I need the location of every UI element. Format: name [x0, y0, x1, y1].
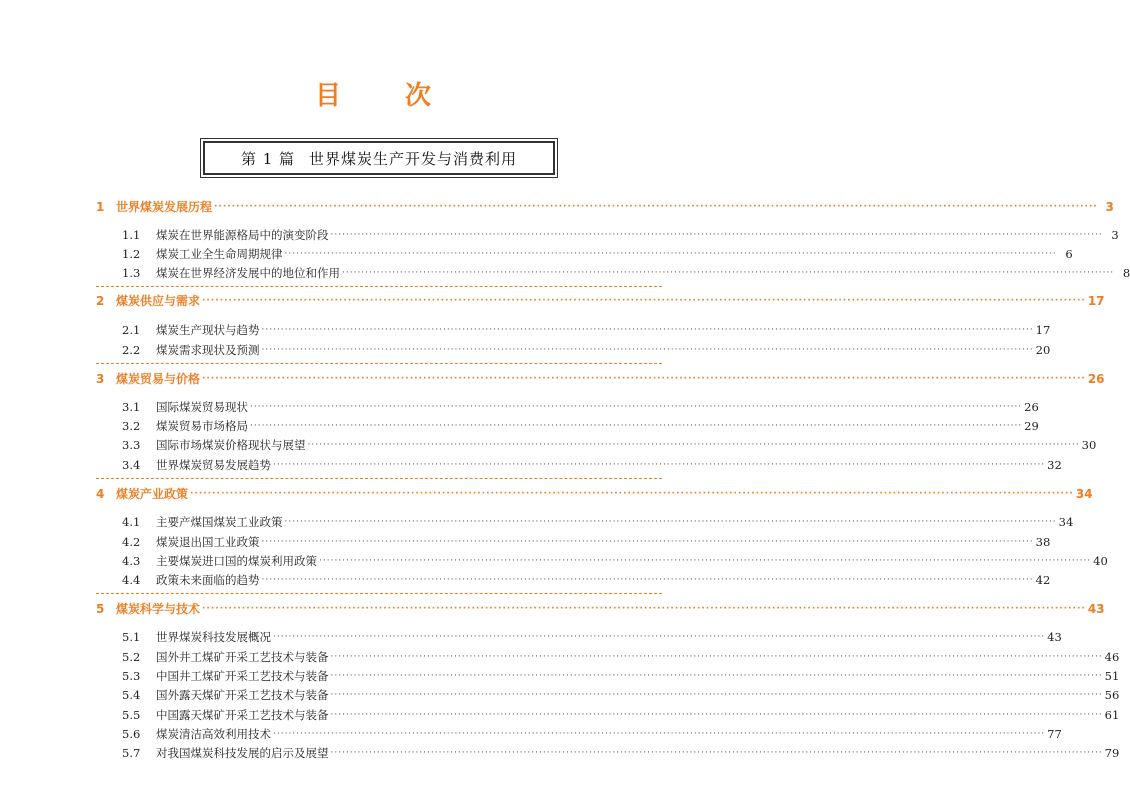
- chapter-page: 34: [1075, 487, 1093, 501]
- section-page: 46: [1104, 650, 1120, 664]
- section-page: 32: [1047, 458, 1062, 472]
- toc-section-2-2[interactable]: [122, 341, 1051, 359]
- section-page: 61: [1104, 708, 1120, 722]
- toc-section-4-4[interactable]: [122, 571, 1051, 589]
- section-page: 56: [1104, 688, 1120, 702]
- toc-section-3-1[interactable]: [122, 398, 1039, 416]
- toc-section-3-3[interactable]: [122, 436, 1097, 454]
- part-heading-box: [203, 141, 555, 175]
- chapter-title: 煤炭科学与技术: [116, 602, 201, 616]
- toc-chapter-5[interactable]: [96, 600, 1105, 618]
- chapter-number: 1: [96, 200, 105, 214]
- part-title: 世界煤炭生产开发与消费利用: [309, 149, 518, 168]
- leader-dots: ········································································································································································································: [261, 325, 1034, 335]
- section-number: 5.6: [122, 727, 141, 741]
- chapter-page: 26: [1087, 372, 1105, 386]
- section-number: 3.2: [122, 419, 141, 433]
- leader-dots: ········································································································································································································: [250, 421, 1023, 431]
- page-title-char-1: 目: [314, 80, 341, 111]
- section-number: 3.1: [122, 400, 141, 414]
- section-number: 3.3: [122, 438, 141, 452]
- leader-dots: ········································································································································································································: [273, 729, 1046, 739]
- section-page: 77: [1047, 727, 1062, 741]
- leader-dots: ········································································································································································································: [284, 249, 1057, 259]
- leader-dots: ········································································································································································································: [307, 440, 1080, 450]
- section-title: 中国井工煤矿开采工艺技术与装备: [156, 669, 329, 683]
- section-title: 政策未来面临的趋势: [156, 573, 260, 587]
- toc-section-3-4[interactable]: [122, 456, 1062, 474]
- chapter-title: 煤炭供应与需求: [116, 294, 201, 308]
- toc-section-3-2[interactable]: [122, 417, 1039, 435]
- section-number: 1.1: [122, 228, 141, 242]
- chapter-page: 17: [1087, 294, 1105, 308]
- toc-section-4-1[interactable]: [122, 513, 1074, 531]
- section-page: 42: [1035, 573, 1051, 587]
- section-title: 煤炭在世界经济发展中的地位和作用: [156, 266, 340, 280]
- leader-dots: ········································································································································································································: [202, 604, 1086, 614]
- toc-chapter-3[interactable]: [96, 370, 1105, 388]
- section-title: 煤炭工业全生命周期规律: [156, 247, 283, 261]
- toc-chapter-2[interactable]: [96, 292, 1105, 310]
- toc-chapter-1[interactable]: [96, 198, 1114, 216]
- leader-dots: ········································································································································································································: [190, 489, 1074, 499]
- section-number: 4.1: [122, 515, 141, 529]
- toc-section-1-3[interactable]: [122, 264, 1130, 282]
- leader-dots: ········································································································································································································: [214, 202, 1098, 212]
- leader-dots: ········································································································································································································: [330, 690, 1103, 700]
- leader-dots: ········································································································································································································: [330, 230, 1103, 240]
- section-number: 4.3: [122, 554, 141, 568]
- toc-section-5-2[interactable]: [122, 648, 1120, 666]
- chapter-title: 世界煤炭发展历程: [116, 200, 213, 214]
- page-title: [0, 76, 746, 110]
- section-number: 5.1: [122, 630, 141, 644]
- section-title: 国际市场煤炭价格现状与展望: [156, 438, 306, 452]
- section-title: 煤炭生产现状与趋势: [156, 323, 260, 337]
- section-page: 40: [1093, 554, 1108, 568]
- section-page: 3: [1111, 228, 1119, 242]
- leader-dots: ········································································································································································································: [250, 402, 1023, 412]
- section-title: 煤炭退出国工业政策: [156, 535, 260, 549]
- toc-section-2-1[interactable]: [122, 321, 1051, 339]
- section-number: 4.2: [122, 535, 141, 549]
- section-page: 79: [1104, 746, 1120, 760]
- chapter-divider: [96, 478, 662, 479]
- section-number: 2.1: [122, 323, 141, 337]
- toc-section-5-3[interactable]: [122, 667, 1120, 685]
- toc-section-1-2[interactable]: [122, 245, 1073, 263]
- toc-section-5-1[interactable]: [122, 628, 1062, 646]
- section-page: 6: [1065, 247, 1073, 261]
- section-title: 国际煤炭贸易现状: [156, 400, 248, 414]
- leader-dots: ········································································································································································································: [261, 537, 1034, 547]
- chapter-divider: [96, 593, 662, 594]
- section-title: 中国露天煤矿开采工艺技术与装备: [156, 708, 329, 722]
- section-page: 26: [1024, 400, 1039, 414]
- section-page: 17: [1035, 323, 1051, 337]
- leader-dots: ········································································································································································································: [261, 345, 1034, 355]
- leader-dots: ········································································································································································································: [273, 632, 1046, 642]
- page-title-char-2: 次: [405, 80, 432, 111]
- section-number: 5.5: [122, 708, 141, 722]
- chapter-page: 43: [1087, 602, 1105, 616]
- part-number: 第 1 篇: [240, 149, 296, 168]
- leader-dots: ········································································································································································································: [202, 296, 1086, 306]
- toc-section-5-4[interactable]: [122, 686, 1120, 704]
- section-title: 世界煤炭科技发展概况: [156, 630, 271, 644]
- leader-dots: ········································································································································································································: [284, 517, 1057, 527]
- chapter-title: 煤炭产业政策: [116, 487, 189, 501]
- leader-dots: ········································································································································································································: [319, 556, 1092, 566]
- toc-section-5-7[interactable]: [122, 744, 1120, 762]
- section-number: 1.2: [122, 247, 141, 261]
- toc-section-5-5[interactable]: [122, 706, 1120, 724]
- section-title: 煤炭在世界能源格局中的演变阶段: [156, 228, 329, 242]
- leader-dots: ········································································································································································································: [330, 748, 1103, 758]
- leader-dots: ········································································································································································································: [202, 374, 1086, 384]
- section-number: 5.7: [122, 746, 141, 760]
- toc-section-4-2[interactable]: [122, 533, 1051, 551]
- section-number: 5.4: [122, 688, 141, 702]
- section-page: 51: [1104, 669, 1120, 683]
- leader-dots: ········································································································································································································: [330, 710, 1103, 720]
- section-page: 8: [1122, 266, 1130, 280]
- section-number: 5.3: [122, 669, 141, 683]
- section-title: 煤炭需求现状及预测: [156, 343, 260, 357]
- section-title: 煤炭贸易市场格局: [156, 419, 248, 433]
- section-title: 煤炭清洁高效利用技术: [156, 727, 271, 741]
- toc-section-1-1[interactable]: [122, 226, 1119, 244]
- section-page: 43: [1047, 630, 1062, 644]
- section-title: 国外井工煤矿开采工艺技术与装备: [156, 650, 329, 664]
- section-number: 2.2: [122, 343, 141, 357]
- section-number: 1.3: [122, 266, 141, 280]
- section-title: 主要产煤国煤炭工业政策: [156, 515, 283, 529]
- toc-chapter-4[interactable]: [96, 485, 1093, 503]
- toc-section-5-6[interactable]: [122, 725, 1062, 743]
- chapter-number: 3: [96, 372, 105, 386]
- leader-dots: ········································································································································································································: [330, 671, 1103, 681]
- section-title: 国外露天煤矿开采工艺技术与装备: [156, 688, 329, 702]
- section-number: 4.4: [122, 573, 141, 587]
- chapter-page: 3: [1105, 200, 1114, 214]
- chapter-title: 煤炭贸易与价格: [116, 372, 201, 386]
- chapter-number: 2: [96, 294, 105, 308]
- chapter-divider: [96, 363, 662, 364]
- leader-dots: ········································································································································································································: [342, 268, 1115, 278]
- section-title: 对我国煤炭科技发展的启示及展望: [156, 746, 329, 760]
- section-page: 34: [1058, 515, 1074, 529]
- chapter-divider: [96, 286, 662, 287]
- section-page: 30: [1081, 438, 1097, 452]
- leader-dots: ········································································································································································································: [261, 575, 1034, 585]
- section-title: 世界煤炭贸易发展趋势: [156, 458, 271, 472]
- section-page: 29: [1024, 419, 1039, 433]
- toc-section-4-3[interactable]: [122, 552, 1108, 570]
- chapter-number: 4: [96, 487, 105, 501]
- section-page: 38: [1035, 535, 1051, 549]
- leader-dots: ········································································································································································································: [273, 460, 1046, 470]
- leader-dots: ········································································································································································································: [330, 652, 1103, 662]
- section-number: 3.4: [122, 458, 141, 472]
- section-title: 主要煤炭进口国的煤炭利用政策: [156, 554, 317, 568]
- chapter-number: 5: [96, 602, 105, 616]
- section-page: 20: [1035, 343, 1051, 357]
- section-number: 5.2: [122, 650, 141, 664]
